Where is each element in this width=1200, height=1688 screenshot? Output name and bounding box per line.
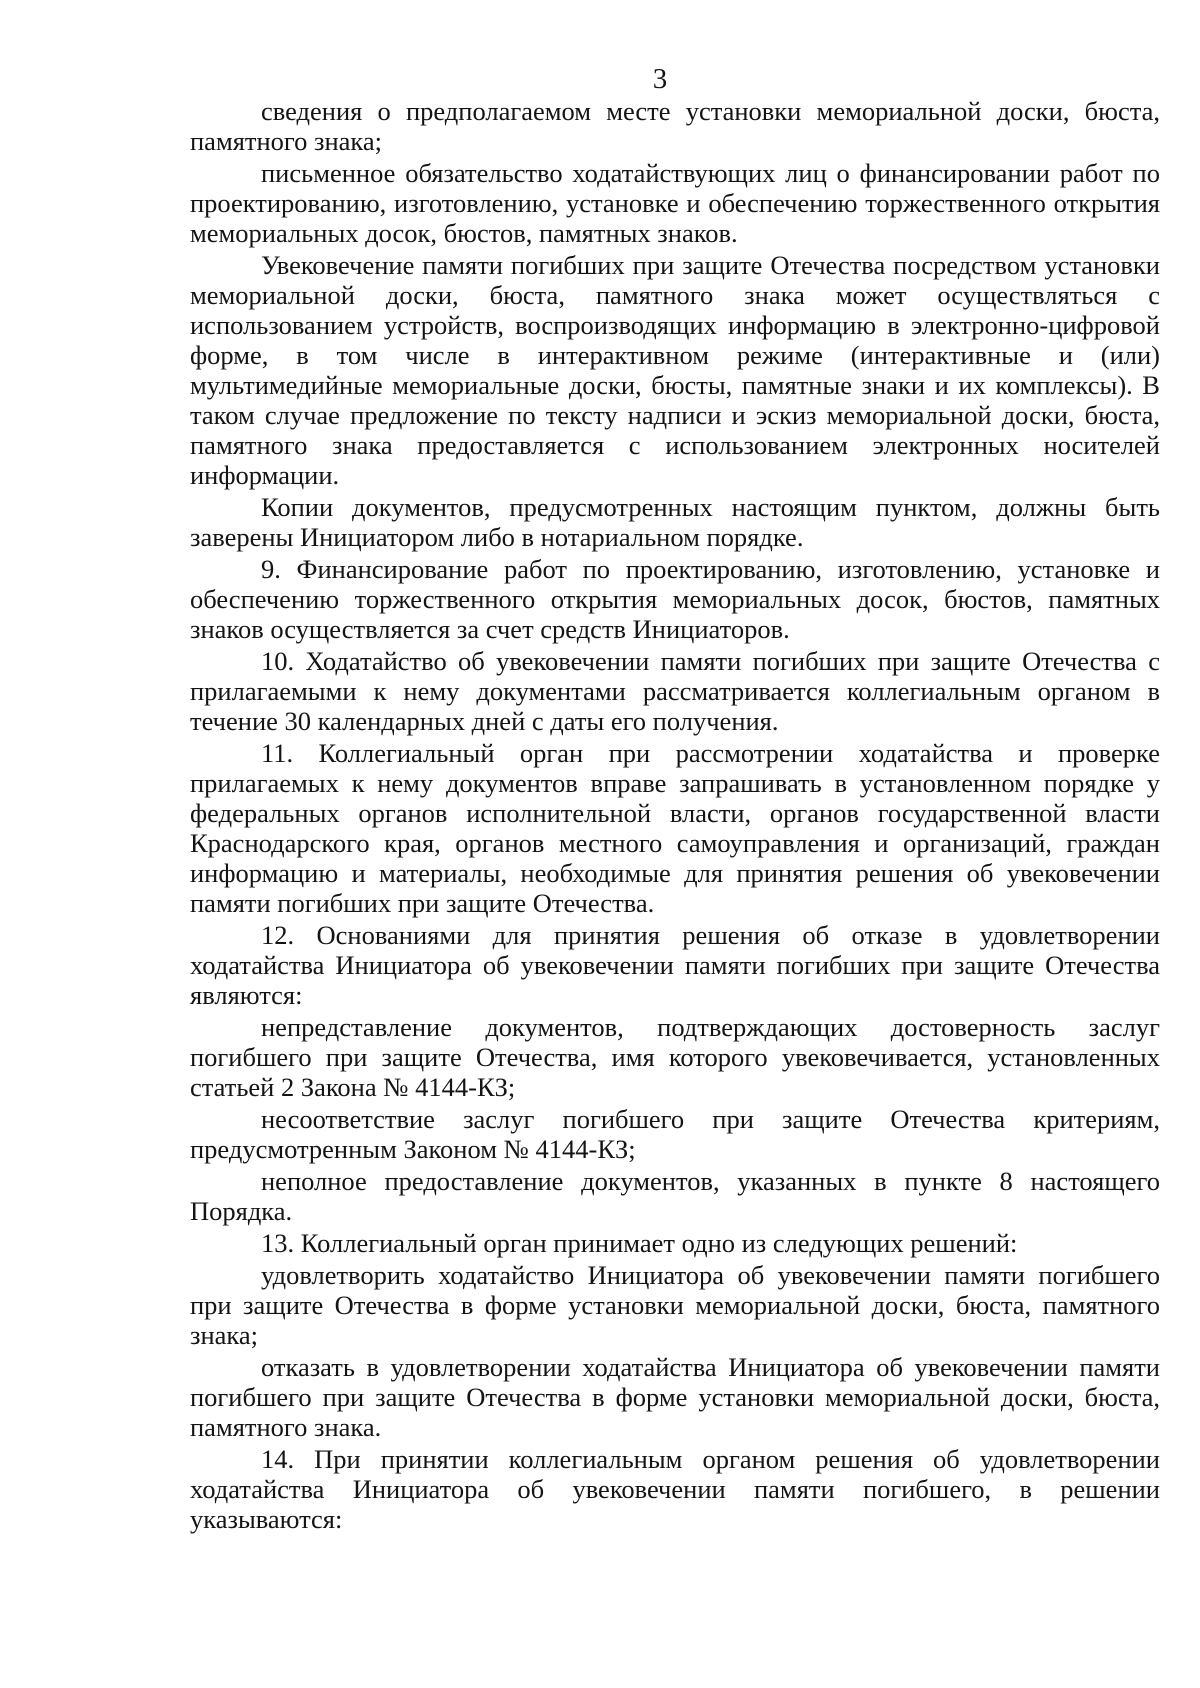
paragraph-electronic-devices: Увековечение памяти погибших при защите Отечества посредством установки мемориальной доски, бюста, памятного знака может осуществляться с использованием устройств, воспроизводящих информацию в электронно-цифровой форме, в том числе в интерактивном режиме (интерактивные и (или) мультимедийные мемориальные доски, бюсты, памятные знаки и их комплексы). В таком случае предложение по тексту надписи и эскиз мемориальной доски, бюста, памятного знака предоставляется с использованием электронных носителей информации. <box>190 250 1160 490</box>
paragraph-document-copies: Копии документов, предусмотренных настоящим пунктом, должны быть заверены Инициатором либо в нотариальном порядке. <box>190 492 1160 552</box>
paragraph-refusal-ground-2: несоответствие заслуг погибшего при защите Отечества критериям, предусмотренным Законом № 4144-КЗ; <box>190 1104 1160 1164</box>
paragraph-item-9: 9. Финансирование работ по проектированию, изготовлению, установке и обеспечению торжественного открытия мемориальных досок, бюстов, памятных знаков осуществляется за счет средств Инициаторов. <box>190 554 1160 644</box>
paragraph-item-12: 12. Основаниями для принятия решения об отказе в удовлетворении ходатайства Инициатора об увековечении памяти погибших при защите Отечества являются: <box>190 920 1160 1010</box>
paragraph-item-14: 14. При принятии коллегиальным органом решения об удовлетворении ходатайства Инициатора об увековечении памяти погибшего, в решении указываются: <box>190 1444 1160 1534</box>
paragraph-decision-approve: удовлетворить ходатайство Инициатора об увековечении памяти погибшего при защите Отечества в форме установки мемориальной доски, бюста, памятного знака; <box>190 1260 1160 1350</box>
paragraph-memorial-location: сведения о предполагаемом месте установки мемориальной доски, бюста, памятного знака; <box>190 96 1160 156</box>
paragraph-item-10: 10. Ходатайство об увековечении памяти погибших при защите Отечества с прилагаемыми к нему документами рассматривается коллегиальным органом в течение 30 календарных дней с даты его получения. <box>190 646 1160 736</box>
paragraph-decision-refuse: отказать в удовлетворении ходатайства Инициатора об увековечении памяти погибшего при защите Отечества в форме установки мемориальной доски, бюста, памятного знака. <box>190 1352 1160 1442</box>
paragraph-item-11: 11. Коллегиальный орган при рассмотрении ходатайства и проверке прилагаемых к нему документов вправе запрашивать в установленном порядке у федеральных органов исполнительной власти, органов государственной власти Краснодарского края, органов местного самоуправления и организаций, граждан информацию и материалы, необходимые для принятия решения об увековечении памяти погибших при защите Отечества. <box>190 738 1160 918</box>
paragraph-refusal-ground-1: непредставление документов, подтверждающих достоверность заслуг погибшего при защите Отечества, имя которого увековечивается, установленных статьей 2 Закона № 4144-КЗ; <box>190 1012 1160 1102</box>
paragraph-financing-obligation: письменное обязательство ходатайствующих лиц о финансировании работ по проектированию, изготовлению, установке и обеспечению торжественного открытия мемориальных досок, бюстов, памятных знаков. <box>190 158 1160 248</box>
paragraph-refusal-ground-3: неполное предоставление документов, указанных в пункте 8 настоящего Порядка. <box>190 1166 1160 1226</box>
document-body <box>190 96 1160 1536</box>
paragraph-item-13: 13. Коллегиальный орган принимает одно из следующих решений: <box>261 1228 1018 1258</box>
page-number: 3 <box>652 63 668 95</box>
